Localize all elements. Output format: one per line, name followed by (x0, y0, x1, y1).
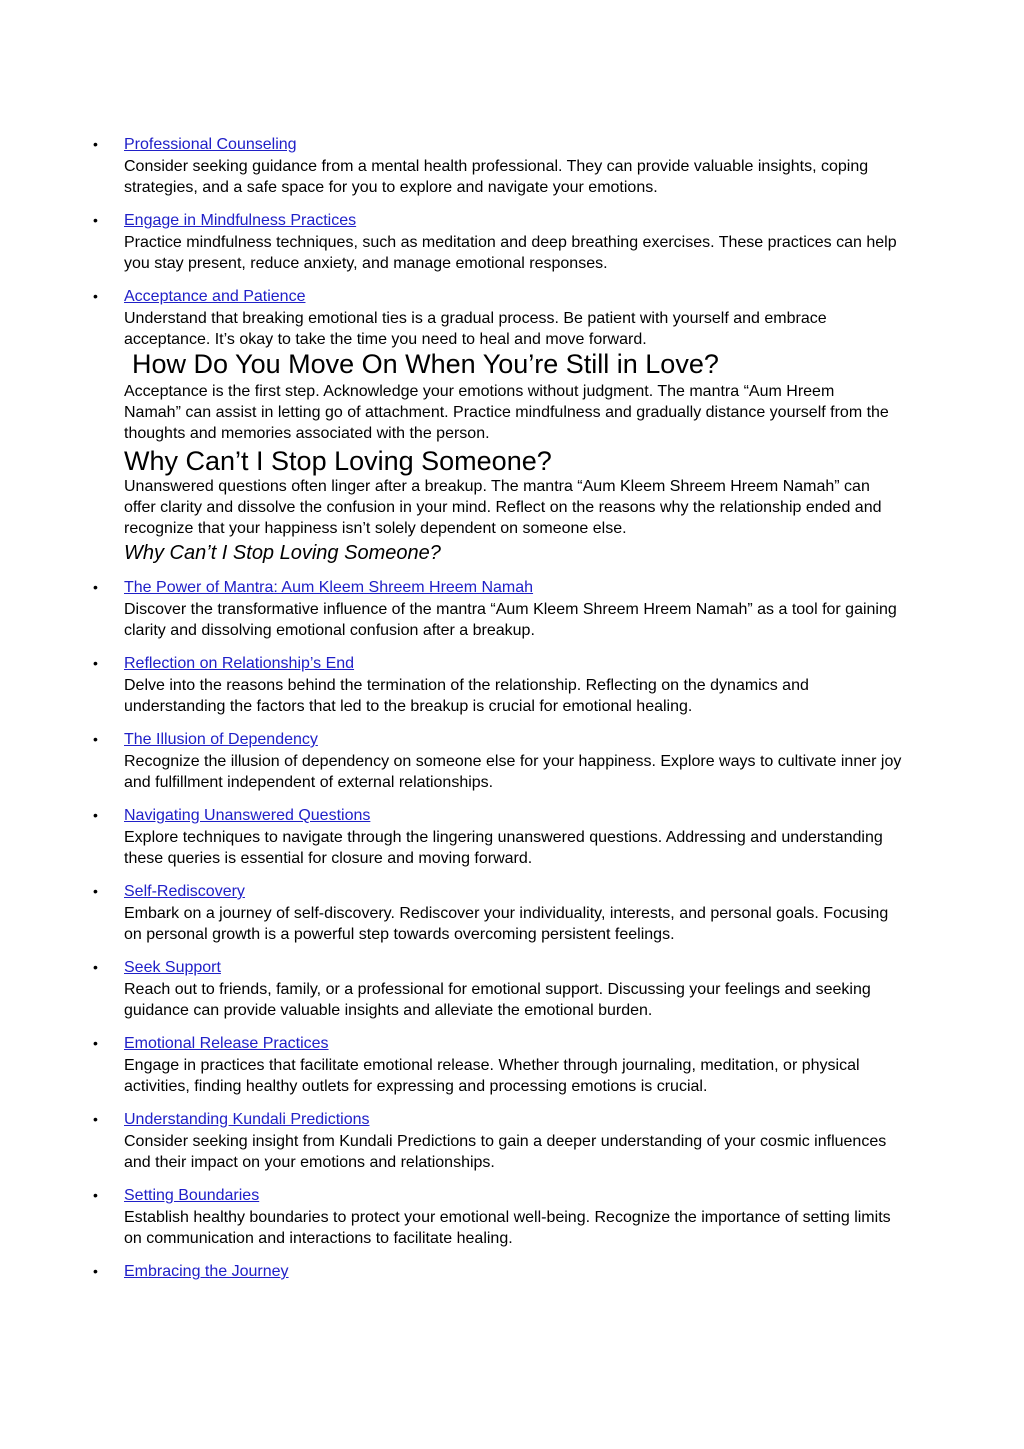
list-item (93, 653, 904, 717)
list-item (93, 1033, 904, 1097)
link-emotional-release[interactable]: Emotional Release Practices (124, 1035, 329, 1052)
bullet-icon: • (93, 1035, 98, 1051)
list-item (93, 134, 904, 198)
item-description: Delve into the reasons behind the termination of the relationship. Reflecting on the dynamics and understanding the factors that led to the breakup is crucial for emotional healing. (124, 677, 809, 715)
item-description: Establish healthy boundaries to protect your emotional well-being. Recognize the importance of setting limits on communication and interactions to facilitate healing. (124, 1209, 891, 1247)
item-description: Explore techniques to navigate through the lingering unanswered questions. Addressing and understanding these queries is essential for closure and moving forward. (124, 829, 883, 867)
link-kundali-predictions[interactable]: Understanding Kundali Predictions (124, 1111, 370, 1128)
list-item (93, 286, 904, 350)
list-item (93, 1261, 904, 1283)
tips-list-top (93, 134, 904, 362)
item-description: Discover the transformative influence of the mantra “Aum Kleem Shreem Hreem Namah” as a tool for gaining clarity and dissolving emotional confusion after a breakup. (124, 601, 897, 639)
item-description: Understand that breaking emotional ties is a gradual process. Be patient with yourself and embrace acceptance. It’s okay to take the time you need to heal and move forward. (124, 310, 827, 348)
link-unanswered-questions[interactable]: Navigating Unanswered Questions (124, 807, 371, 824)
link-seek-support[interactable]: Seek Support (124, 959, 221, 976)
bullet-icon: • (93, 579, 98, 595)
link-power-of-mantra[interactable]: The Power of Mantra: Aum Kleem Shreem Hreem Namah (124, 579, 534, 596)
item-description: Recognize the illusion of dependency on someone else for your happiness. Explore ways to cultivate inner joy and fulfillment independent of external relationships. (124, 753, 902, 791)
link-professional-counseling[interactable]: Professional Counseling (124, 136, 297, 153)
section-heading-stop-loving: Why Can’t I Stop Loving Someone? (124, 446, 552, 476)
item-description: Embark on a journey of self-discovery. Rediscover your individuality, interests, and personal goals. Focusing on personal growth is a powerful step towards overcoming persistent feelings. (124, 905, 889, 943)
item-description: Consider seeking guidance from a mental health professional. They can provide valuable insights, coping strategies, and a safe space for you to explore and navigate your emotions. (124, 158, 869, 196)
list-item (93, 1109, 904, 1173)
link-mindfulness-practices[interactable]: Engage in Mindfulness Practices (124, 212, 357, 229)
item-description: Practice mindfulness techniques, such as meditation and deep breathing exercises. These practices can help you stay present, reduce anxiety, and manage emotional responses. (124, 234, 897, 272)
bullet-icon: • (93, 883, 98, 899)
list-item (93, 729, 904, 793)
bullet-icon: • (93, 959, 98, 975)
link-self-rediscovery[interactable]: Self-Rediscovery (124, 883, 245, 900)
link-embracing-journey[interactable]: Embracing the Journey (124, 1263, 289, 1280)
bullet-icon: • (93, 655, 98, 671)
section-heading-move-on: How Do You Move On When You’re Still in Love? (132, 349, 719, 379)
list-item (93, 805, 904, 869)
bullet-icon: • (93, 807, 98, 823)
link-acceptance-patience[interactable]: Acceptance and Patience (124, 288, 306, 305)
tips-list-bottom (93, 577, 904, 1295)
link-setting-boundaries[interactable]: Setting Boundaries (124, 1187, 260, 1204)
list-item (93, 957, 904, 1021)
link-illusion-dependency[interactable]: The Illusion of Dependency (124, 731, 318, 748)
bullet-icon: • (93, 288, 98, 304)
bullet-icon: • (93, 212, 98, 228)
bullet-icon: • (93, 136, 98, 152)
list-item (93, 577, 904, 641)
bullet-icon: • (93, 1111, 98, 1127)
list-item (93, 1185, 904, 1249)
section-subheading-stop-loving: Why Can’t I Stop Loving Someone? (124, 542, 441, 564)
section-paragraph-move-on: Acceptance is the first step. Acknowledge your emotions without judgment. The mantra “Aum Hreem Namah” can assist in letting go of attachment. Practice mindfulness and gradually distance yourself from the thoughts and memories associated with the person. (124, 383, 889, 442)
item-description: Consider seeking insight from Kundali Predictions to gain a deeper understanding of your cosmic influences and their impact on your emotions and relationships. (124, 1133, 887, 1171)
section-paragraph-stop-loving: Unanswered questions often linger after a breakup. The mantra “Aum Kleem Shreem Hreem Namah” can offer clarity and dissolve the confusion in your mind. Reflect on the reasons why the relationship ended and recognize that your happiness isn’t solely dependent on someone else. (124, 478, 882, 537)
list-item (93, 210, 904, 274)
bullet-icon: • (93, 1263, 98, 1279)
item-description: Reach out to friends, family, or a professional for emotional support. Discussing your feelings and seeking guidance can provide valuable insights and alleviate the emotional burden. (124, 981, 871, 1019)
bullet-icon: • (93, 1187, 98, 1203)
link-relationship-end[interactable]: Reflection on Relationship’s End (124, 655, 355, 672)
list-item (93, 881, 904, 945)
bullet-icon: • (93, 731, 98, 747)
item-description: Engage in practices that facilitate emotional release. Whether through journaling, meditation, or physical activities, finding healthy outlets for expressing and processing emotions is crucial. (124, 1057, 860, 1095)
